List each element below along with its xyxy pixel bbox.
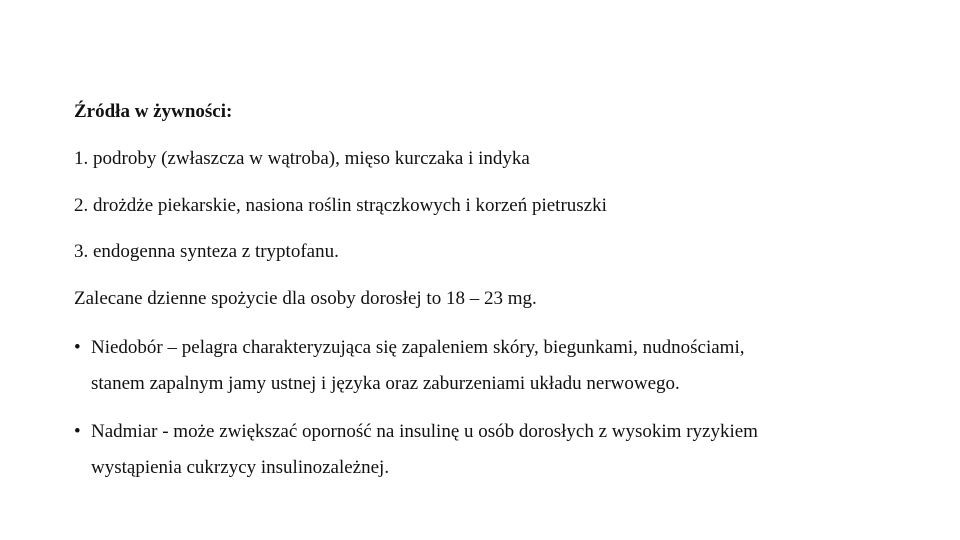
bullet-icon: • — [74, 421, 81, 442]
daily-intake-text: Zalecane dzienne spożycie dla osoby dorosłej to 18 – 23 mg. — [74, 288, 537, 309]
source-item-2: 2. drożdże piekarskie, nasiona roślin strączkowych i korzeń pietruszki — [74, 195, 607, 216]
bullet-excess — [74, 420, 894, 480]
bullet-deficiency-line1: Niedobór – pelagra charakteryzująca się zapaleniem skóry, biegunkami, nudnościami, — [91, 337, 745, 358]
source-item-1: 1. podroby (zwłaszcza w wątroba), mięso kurczaka i indyka — [74, 148, 530, 169]
bullet-icon: • — [74, 337, 81, 358]
bullet-excess-line2: wystąpienia cukrzycy insulinozależnej. — [91, 457, 390, 478]
bullet-excess-line1: Nadmiar - może zwiększać oporność na insulinę u osób dorosłych z wysokim ryzykiem — [91, 421, 758, 442]
heading: Źródła w żywności: — [74, 101, 233, 122]
bullet-deficiency — [74, 336, 894, 396]
source-item-3: 3. endogenna synteza z tryptofanu. — [74, 241, 339, 262]
bullet-deficiency-line2: stanem zapalnym jamy ustnej i języka oraz zaburzeniami układu nerwowego. — [91, 373, 680, 394]
